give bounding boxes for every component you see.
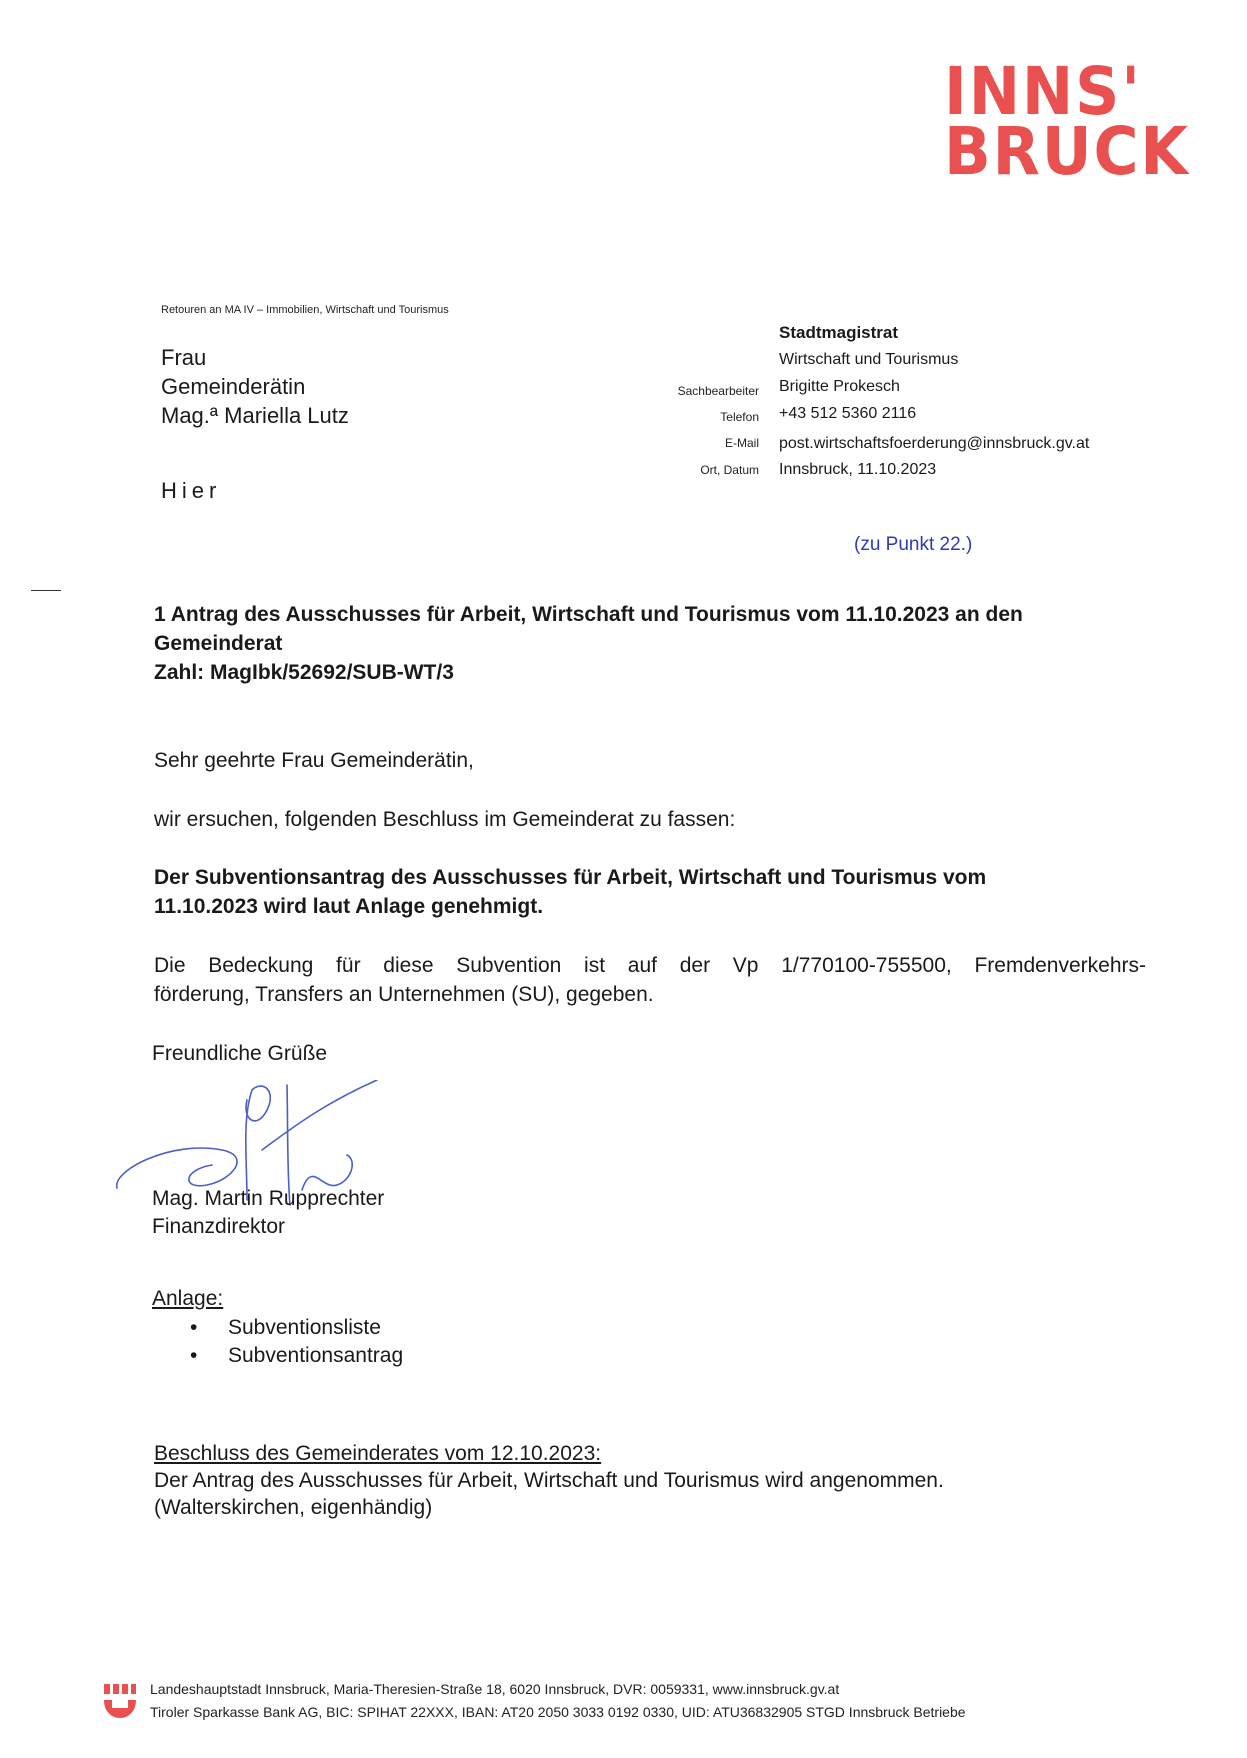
recipient-title: Gemeinderätin bbox=[161, 374, 306, 399]
recipient-block bbox=[161, 343, 349, 430]
council-decision bbox=[154, 1440, 944, 1521]
coverage-line-2: förderung, Transfers an Unternehmen (SU), gegeben. bbox=[154, 983, 654, 1006]
recipient-name: Mag.ª Mariella Lutz bbox=[161, 403, 349, 428]
signatory-block bbox=[152, 1185, 384, 1241]
sender-org: Stadtmagistrat bbox=[779, 323, 899, 342]
signatory-name: Mag. Martin Rupprechter bbox=[152, 1187, 385, 1210]
resolution-text bbox=[154, 863, 1144, 921]
innsbruck-logo bbox=[944, 53, 1190, 190]
council-decision-heading: Beschluss des Gemeinderates vom 12.10.2023: bbox=[154, 1442, 602, 1465]
recipient-location: Hier bbox=[161, 478, 222, 503]
coverage-text bbox=[154, 951, 1146, 1009]
subject-line-1: 1 Antrag des Ausschusses für Arbeit, Wirtschaft und Tourismus vom 11.10.2023 an den bbox=[154, 603, 1023, 626]
attachment-item: • Subventionsliste bbox=[190, 1314, 403, 1342]
council-decision-note: (Walterskirchen, eigenhändig) bbox=[154, 1496, 433, 1519]
sender-dept: Wirtschaft und Tourismus bbox=[779, 351, 959, 368]
logo-line-2: BRUCK bbox=[944, 113, 1190, 190]
field-value-clerk: Brigitte Prokesch bbox=[779, 378, 900, 395]
request-text: wir ersuchen, folgenden Beschluss im Gemeinderat zu fassen: bbox=[154, 808, 736, 831]
attachments-heading: Anlage: bbox=[152, 1287, 224, 1310]
footer-bank: Tiroler Sparkasse Bank AG, BIC: SPIHAT 22XXX, IBAN: AT20 2050 3033 0192 0330, UID: ATU36832905 STGD Innsbruck Betriebe bbox=[150, 1704, 966, 1720]
footer bbox=[150, 1678, 966, 1724]
council-decision-text: Der Antrag des Ausschusses für Arbeit, Wirtschaft und Tourismus wird angenommen. bbox=[154, 1469, 944, 1492]
attachments-list bbox=[190, 1314, 403, 1370]
fold-mark bbox=[31, 590, 61, 591]
attachment-item: • Subventionsantrag bbox=[190, 1342, 403, 1370]
field-value-email[interactable]: post.wirtschaftsfoerderung@innsbruck.gv.at bbox=[779, 435, 1090, 452]
resolution-line-2: 11.10.2023 wird laut Anlage genehmigt. bbox=[154, 895, 544, 918]
field-label-phone: Telefon bbox=[720, 410, 759, 424]
field-value-phone: +43 512 5360 2116 bbox=[779, 405, 917, 422]
field-label-email: E-Mail bbox=[724, 436, 759, 450]
field-value-place-date: Innsbruck, 11.10.2023 bbox=[779, 461, 937, 478]
resolution-line-1: Der Subventionsantrag des Ausschusses für Arbeit, Wirtschaft und Tourismus vom bbox=[154, 866, 987, 889]
subject-reference-number: Zahl: MagIbk/52692/SUB-WT/3 bbox=[154, 661, 454, 684]
coverage-line-1: Die Bedeckung für diese Subvention ist auf der Vp 1/770100-755500, Fremdenverkehrs- bbox=[154, 954, 1146, 977]
field-label-clerk: Sachbearbeiter bbox=[677, 384, 759, 398]
signatory-title: Finanzdirektor bbox=[152, 1215, 286, 1238]
closing: Freundliche Grüße bbox=[152, 1042, 328, 1065]
logo-line-1: INNS' bbox=[944, 53, 1142, 130]
field-label-place-date: Ort, Datum bbox=[700, 463, 759, 477]
recipient-salutation: Frau bbox=[161, 345, 207, 370]
salutation: Sehr geehrte Frau Gemeinderätin, bbox=[154, 749, 474, 772]
city-emblem-icon bbox=[102, 1682, 138, 1720]
subject-block bbox=[154, 600, 1144, 687]
subject-line-2: Gemeinderat bbox=[154, 632, 283, 655]
agenda-point-reference: (zu Punkt 22.) bbox=[854, 534, 973, 555]
return-address: Retouren an MA IV – Immobilien, Wirtschaft und Tourismus bbox=[161, 304, 449, 316]
footer-address: Landeshauptstadt Innsbruck, Maria-Theresien-Straße 18, 6020 Innsbruck, DVR: 0059331, www.innsbruck.gv.at bbox=[150, 1681, 840, 1697]
